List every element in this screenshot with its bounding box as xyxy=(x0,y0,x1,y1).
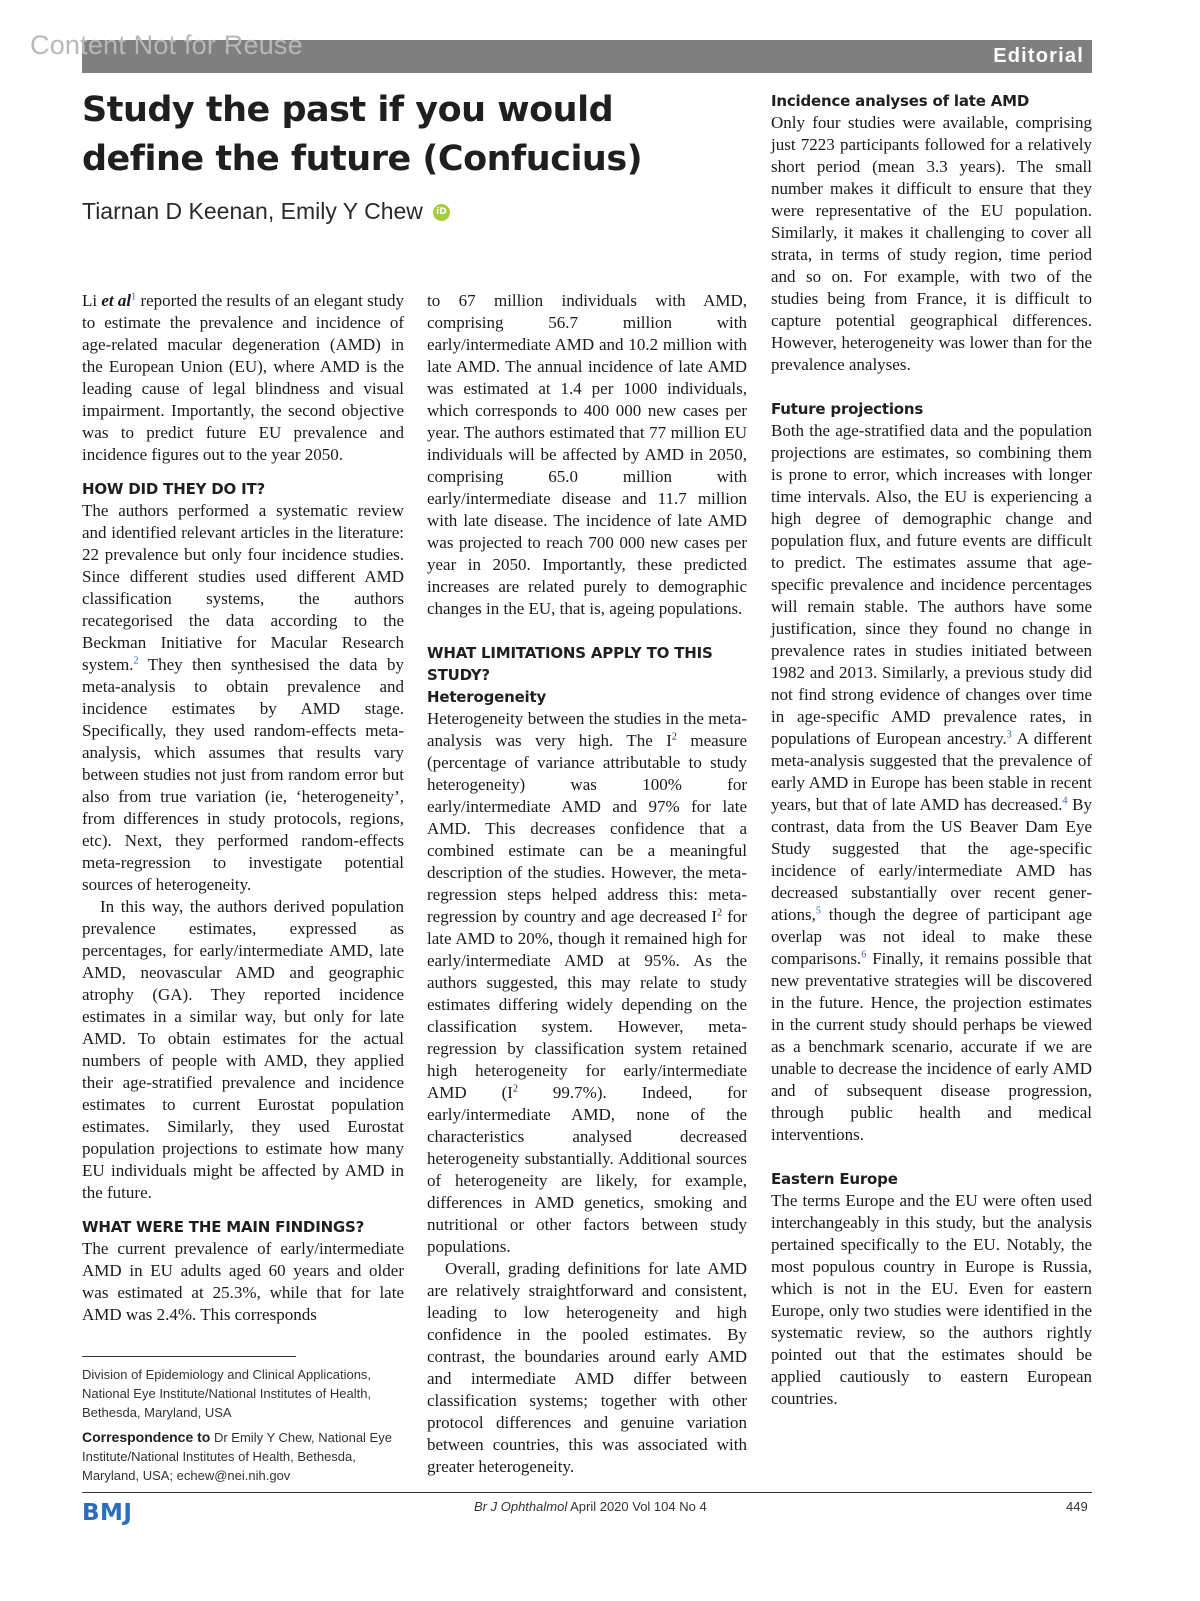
intro-paragraph: Li et $al^1$ reported the results of an elegant study to estimate the prevalence and incidence of age-related macular degeneration (AMD) in the European Union (EU), where AMD is the leading cause of legal blindness and visual impairment. Importantly, the second objective was to predict future EU prevalence and incidence figures out to the year 2050. xyxy=(82,291,405,464)
bmj-logo[interactable]: BMJ xyxy=(82,1500,133,1526)
article-title: Study the past if you would define the future (Confucius) xyxy=(82,90,643,179)
eastern-paragraph: The terms Europe and the EU were often used interchangeably in this study, but the analysis pertained specifically to the EU. Notably, the most populous country in Europe is Russia, which is not in the EU. Even for eastern Europe, only two studies were identified in the systematic review, so the authors rightly pointed out that the estimates should be applied cautiously to eastern European countries. xyxy=(771,1191,1092,1408)
reference-link[interactable]: 1 xyxy=(131,291,137,303)
journal-citation: Br J Ophthalmol April 2020 Vol 104 No 4 xyxy=(474,1499,707,1514)
reference-link[interactable]: 6 xyxy=(861,949,867,961)
correspondence-address: Dr Emily Y Chew, National Eye Institute/National Institutes of Health, Bethesda, Maryland, USA; echew@nei.nih.gov xyxy=(82,1430,392,1483)
future-paragraph: Both the age-stratified data and the population projections are estimates, so combining them is prone to error, which increases with longer time intervals. Also, the EU is experiencing a high degree of demographic change and population flux, and future events are difficult to predict. The estimates assume that age-specific prevalence and incidence percentages will remain stable. The authors have some justification, since they found no change in prevalence rates in studies initiated between 1982 and 2013. Similarly, a previous study did not find strong evidence of changes over time in age-specific AMD prevalence rates, in populations of European ancestry.$^3$ A different meta-analysis suggested that the prevalence of early AMD in Europe has been stable in recent years, but that of late AMD has decreased.$^4$ By contrast, data from the US Beaver Dam Eye Study suggested that the age-specific incidence of early/intermediate AMD has decreased substantially over recent generations,$^5$ though the degree of participant age overlap was not ideal to make these comparisons.$^6$ Finally, it remains possible that new preventative strategies will be discovered in the future. Hence, the projection estimates in the current study should perhaps be viewed as a benchmark scenario, accurate if we are unable to decrease the incidence of early AMD and of subsequent disease progression, through public health and medical interventions. xyxy=(771,421,1092,1144)
heading-how: HOW DID THEY DO IT? xyxy=(82,480,266,498)
reference-link[interactable]: 4 xyxy=(1062,795,1068,807)
heterogeneity-paragraph-2: Overall, grading definitions for late AMD are relatively straightforward and consistent, leading to low heterogeneity and high confidence in the pooled estimates. By contrast, the boundaries around early AMD and intermediate AMD differ between classification systems; together with other protocol differences and genuine variation between countries, this was associated with greater heterogeneity. xyxy=(427,1259,747,1476)
reference-link[interactable]: 5 xyxy=(815,905,821,917)
authors: Tiarnan D Keenan, Emily Y Chew xyxy=(82,198,423,224)
findings-continued: to 67 million individuals with AMD, comprising 56.7 million with early/intermediate AMD and 10.2 million with late AMD. The annual incidence of late AMD was estimated at 1.4 per 1000 individuals, which corresponds to 400 000 new cases per year. The authors estimated that 77 million EU individuals will be affected by AMD in 2050, comprising 65.0 million with early/intermediate disease and 11.7 million with late disease. The incidence of late AMD was projected to reach 700 000 new cases per year in 2050. Importantly, these predicted increases are related purely to demographic changes in the EU, that is, ageing populations. xyxy=(427,291,747,618)
footnote-divider xyxy=(82,1356,296,1357)
column-2 xyxy=(427,290,747,1478)
subheading-heterogeneity: Heterogeneity xyxy=(427,688,547,706)
reference-link[interactable]: 3 xyxy=(1006,729,1012,741)
column-3 xyxy=(771,90,1092,1410)
subheading-future: Future projections xyxy=(771,400,924,418)
reference-link[interactable]: 2 xyxy=(133,655,139,667)
heterogeneity-paragraph: Heterogeneity between the studies in the meta-analysis was very high. The $I^2$ measure (percentage of variance attributable to study heterogeneity) was 100% for early/intermediate AMD and 97% for late AMD. This decreases confidence that a combined estimate can be a meaningful description of the studies. However, the meta-regression steps helped address this: meta-regression by country and age decreased $I^2$ for late AMD to 20%, though it remained high for early/intermediate AMD at 95%. As the authors suggested, this may relate to study estimates differing widely depending on the classification system. However, meta-regression by classification system retained high heterogeneity for early/intermediate AMD ($I^2$ 99.7%). Indeed, for early/intermediate AMD, none of the characteristics analysed decreased heterogeneity substantially. Additional sources of heterogeneity are likely, for example, differences in AMD genetics, smoking and nutritional or other factors between study populations. xyxy=(427,709,748,1256)
findings-paragraph: The current prevalence of early/intermediate AMD in EU adults aged 60 years and older was estimated at 25.3%, while that for late AMD was 2.4%. This corresponds xyxy=(82,1239,404,1324)
affiliation-note: Division of Epidemiology and Clinical Applications, National Eye Institute/National Institutes of Health, Bethesda, Maryland, USA xyxy=(82,1367,372,1420)
incidence-paragraph: Only four studies were available, comprising just 7223 participants followed for a relatively short period (mean 3.3 years). The small number makes it difficult to ensure that they were representative of the EU population. Similarly, it makes it challenging to cover all strata, in terms of study region, time period and so on. For example, with two of the studies being from France, it is difficult to capture potential geographical differences. However, heterogeneity was lower than for the prevalence analyses. xyxy=(771,113,1092,374)
heading-limitations: WHAT LIMITATIONS APPLY TO THIS STUDY? xyxy=(427,644,713,684)
watermark: Content Not for Reuse xyxy=(30,30,303,60)
page-number: 449 xyxy=(1066,1499,1088,1514)
heading-findings: WHAT WERE THE MAIN FINDINGS? xyxy=(82,1218,365,1236)
footer-divider xyxy=(82,1492,1092,1493)
et-al: et al xyxy=(101,291,132,310)
section-tag: Editorial xyxy=(993,45,1084,67)
how-paragraph: The authors performed a systematic review and identified relevant articles in the literature: 22 prevalence but only four incidence studies. Since different studies used different AMD classification systems, the authors recategorised the data according to the Beckman Initiative for Macular Research system.$^2$ They then synthesised the data by meta-analysis to obtain prevalence and incidence estimates by AMD stage. Specifically, they used random-effects meta-analysis, which assumes that results vary between studies not just from random error but also from true variation (ie, ‘heterogeneity’, from differences in study protocols, regions, etc). Next, they performed random-effects meta-regression to investigate potential sources of heterogeneity. xyxy=(82,501,404,894)
subheading-eastern: Eastern Europe xyxy=(771,1170,898,1188)
subheading-incidence: Incidence analyses of late AMD xyxy=(771,92,1030,110)
how-paragraph-2: In this way, the authors derived population prevalence estimates, expressed as percentages, for early/intermediate AMD, late AMD, neovascular AMD and geographic atrophy (GA). They reported incidence estimates in a similar way, but only for late AMD. To obtain estimates for the actual numbers of people with AMD, they applied their age-stratified prevalence and incidence estimates to current Eurostat population estimates. Similarly, they used Eurostat population projections to estimate how many EU individuals might be affected by AMD in the future. xyxy=(82,897,404,1202)
orcid-icon[interactable]: iD xyxy=(433,204,450,221)
correspondence-note: Correspondence to Dr Emily Y Chew, National Eye Institute/National Institutes of Health, Bethesda, Maryland, USA; echew@nei.nih.gov xyxy=(82,1429,392,1483)
author-line xyxy=(82,198,450,225)
column-1 xyxy=(82,290,404,1326)
